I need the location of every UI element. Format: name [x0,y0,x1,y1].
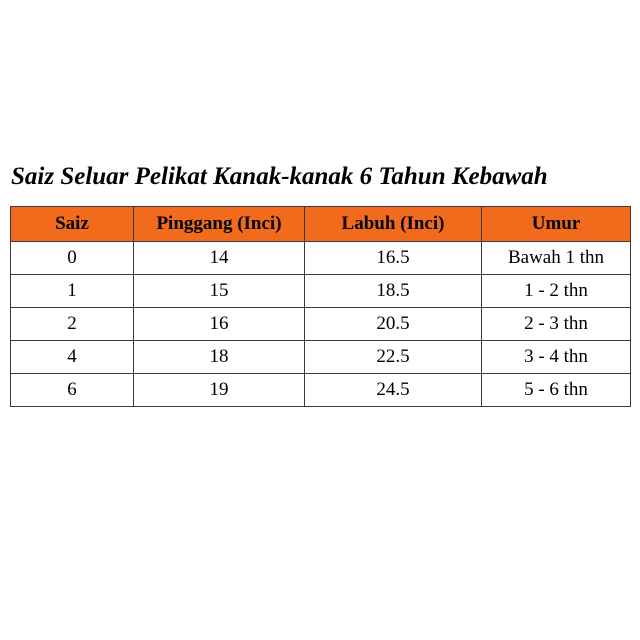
header-umur: Umur [482,207,631,242]
cell-pinggang: 14 [134,242,305,275]
cell-umur: 2 - 3 thn [482,308,631,341]
cell-pinggang: 18 [134,341,305,374]
cell-umur: 3 - 4 thn [482,341,631,374]
cell-labuh: 16.5 [305,242,482,275]
cell-saiz: 2 [11,308,134,341]
table-header-row [11,207,631,242]
cell-saiz: 4 [11,341,134,374]
header-pinggang: Pinggang (Inci) [134,207,305,242]
cell-saiz: 1 [11,275,134,308]
cell-saiz: 6 [11,374,134,407]
table-row [11,374,631,407]
cell-umur: 5 - 6 thn [482,374,631,407]
size-chart-table [10,206,631,407]
cell-pinggang: 15 [134,275,305,308]
header-saiz: Saiz [11,207,134,242]
header-labuh: Labuh (Inci) [305,207,482,242]
table-row [11,275,631,308]
page-title: Saiz Seluar Pelikat Kanak-kanak 6 Tahun Kebawah [11,163,548,190]
cell-labuh: 24.5 [305,374,482,407]
cell-labuh: 22.5 [305,341,482,374]
cell-pinggang: 19 [134,374,305,407]
cell-umur: 1 - 2 thn [482,275,631,308]
table-row [11,341,631,374]
cell-labuh: 20.5 [305,308,482,341]
cell-pinggang: 16 [134,308,305,341]
cell-saiz: 0 [11,242,134,275]
table-row [11,242,631,275]
cell-labuh: 18.5 [305,275,482,308]
table-row [11,308,631,341]
cell-umur: Bawah 1 thn [482,242,631,275]
